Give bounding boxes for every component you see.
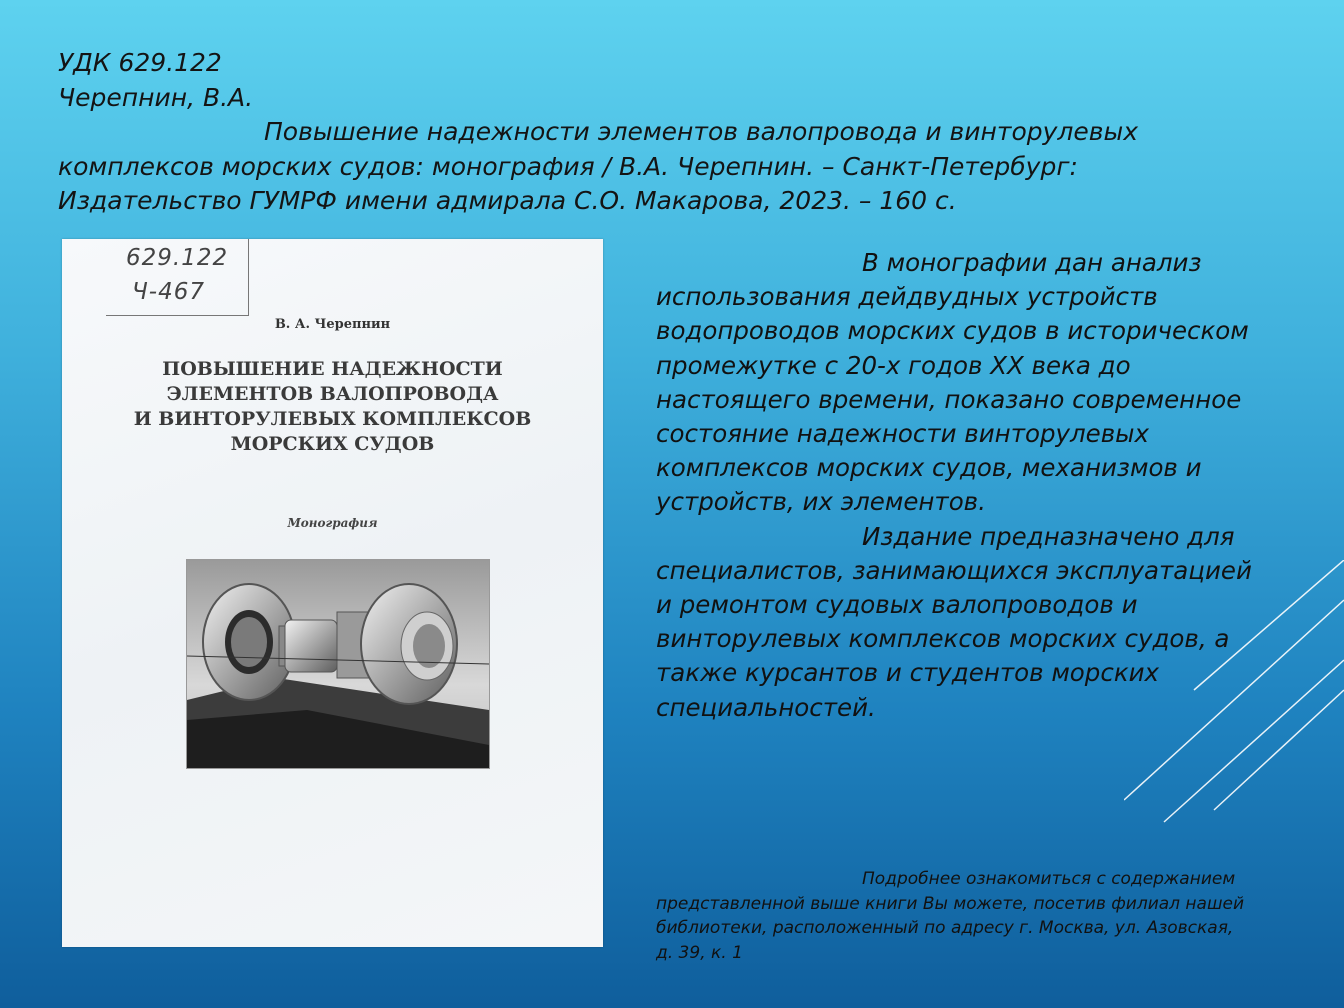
shaft-coupling-image <box>187 560 489 768</box>
description-line: специалистов, занимающихся эксплуатацией <box>656 555 1252 585</box>
citation-block <box>58 46 1238 219</box>
book-author: Черепнин, В.А. <box>58 82 254 112</box>
cover-title-line: МОРСКИХ СУДОВ <box>230 433 435 455</box>
description-line: специальностей. <box>656 692 876 722</box>
description-line: комплексов морских судов, механизмов и <box>656 453 1202 483</box>
cover-author: В. А. Черепнин <box>274 317 391 332</box>
udk-code: УДК 629.122 <box>58 48 222 77</box>
note-text: Подробнее ознакомиться с содержанием <box>862 869 1236 889</box>
citation-title: Повышение надежности элементов валопровода и винторулевых <box>264 117 1139 146</box>
description-line: использования дейдвудных устройств <box>656 282 1158 312</box>
decorative-lines <box>1124 560 1344 830</box>
cover-title-line: ЭЛЕМЕНТОВ ВАЛОПРОВОДА <box>166 383 499 405</box>
note-line <box>656 867 1296 892</box>
description-line: водопроводов морских судов в историческом <box>656 316 1249 346</box>
note-line: библиотеки, расположенный по адресу г. Москва, ул. Азовская, <box>656 918 1234 938</box>
description-text: Издание предназначено для <box>862 521 1235 551</box>
description-line: устройств, их элементов. <box>656 487 986 517</box>
description-line: промежутке с 20-х годов XX века до <box>656 350 1131 380</box>
description-line <box>656 246 1296 280</box>
description-line <box>656 520 1296 554</box>
cover-title <box>102 357 563 457</box>
citation-line: Издательство ГУМРФ имени адмирала С.О. Макарова, 2023. – 160 с. <box>58 186 957 215</box>
description-line: также курсантов и студентов морских <box>656 658 1160 688</box>
cover-title-line: И ВИНТОРУЛЕВЫХ КОМПЛЕКСОВ <box>133 408 532 430</box>
description-line: настоящего времени, показано современное <box>656 384 1242 414</box>
description-text: В монографии дан анализ <box>862 248 1202 277</box>
library-stamp <box>106 239 249 316</box>
cover-photo <box>186 559 490 769</box>
stamp-code: 629.122 <box>126 245 229 271</box>
description-line: винторулевых комплексов морских судов, а <box>656 624 1230 654</box>
citation-line <box>58 115 1238 150</box>
description-line: и ремонтом судовых валопроводов и <box>656 590 1138 620</box>
cover-title-line: ПОВЫШЕНИЕ НАДЕЖНОСТИ <box>162 358 503 380</box>
stamp-code: Ч-467 <box>132 279 205 305</box>
note-line: д. 39, к. 1 <box>656 942 743 963</box>
cover-subtitle: Монография <box>287 516 378 530</box>
note-line: представленной выше книги Вы можете, посетив филиал нашей <box>656 893 1245 914</box>
description-line: состояние надежности винторулевых <box>656 419 1150 449</box>
book-cover <box>62 239 603 947</box>
library-note <box>656 867 1296 965</box>
citation-line: комплексов морских судов: монография / В.А. Черепнин. – Санкт-Петербург: <box>58 151 1078 181</box>
